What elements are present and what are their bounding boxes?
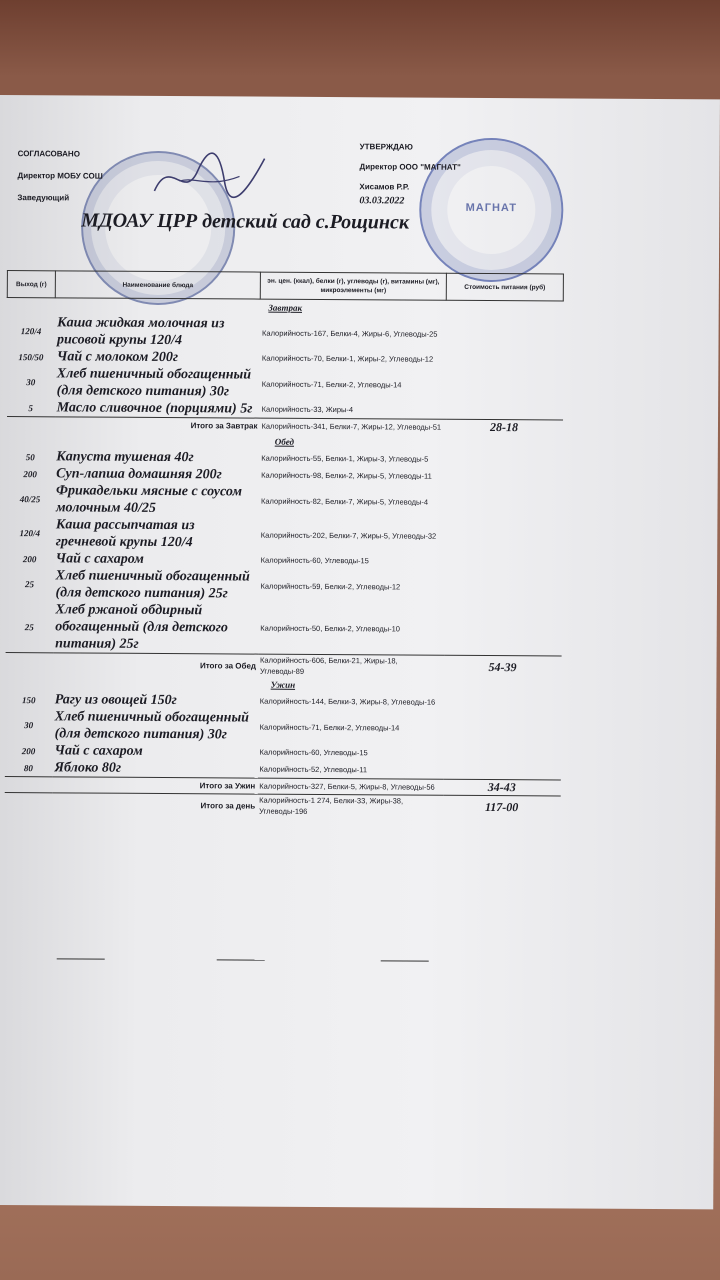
day-total-nutrition: Калорийность-1 274, Белки-33, Жиры-38, Углеводы-196 xyxy=(257,794,443,818)
dish-cost-empty xyxy=(444,604,561,656)
dish-cost-empty xyxy=(445,519,562,554)
dish-name: Суп-лапша домашняя 200г xyxy=(56,466,222,483)
dish-nutrition: Калорийность-71, Белки-2, Углеводы-14 xyxy=(259,722,400,732)
agreed-position: Директор МОБУ СОШ xyxy=(17,171,103,181)
dish-nutrition: Калорийность-70, Белки-1, Жиры-2, Углеводы-12 xyxy=(261,353,434,364)
table-header xyxy=(7,271,563,301)
dish-output: 40/25 xyxy=(19,494,41,505)
approved-position: Директор ООО "МАГНАТ" xyxy=(359,162,461,172)
meal-total-nutrition: Калорийность-606, Белки-21, Жиры-18, Углеводы-89 xyxy=(258,654,444,678)
table-row xyxy=(5,708,561,745)
dish-nutrition: Калорийность-60, Углеводы-15 xyxy=(259,747,368,758)
dish-output: 120/4 xyxy=(20,326,42,337)
dish-nutrition: Калорийность-71, Белки-2, Углеводы-14 xyxy=(261,379,402,389)
dish-output: 200 xyxy=(22,553,37,564)
day-total-row xyxy=(4,793,560,819)
approved-name: Хисамов Р.Р. xyxy=(359,182,410,192)
meal-total-label: Итого за Завтрак xyxy=(6,417,259,434)
dish-name: Каша жидкая молочная из рисовой крупы 120/4 xyxy=(56,315,225,349)
dish-name: Хлеб пшеничный обогащенный (для детского питания) 30г xyxy=(56,366,252,400)
meal-name: Ужин xyxy=(270,679,296,690)
dish-name: Чай с молоком 200г xyxy=(56,349,179,366)
dish-output: 150 xyxy=(22,694,36,705)
table-row xyxy=(6,482,562,519)
dish-nutrition: Калорийность-50, Белки-2, Углеводы-10 xyxy=(260,623,401,634)
dish-cost-empty xyxy=(444,570,561,605)
col-nutrition: эн. цен. (ккал), белки (г), углеводы (г), витамины (мг), микроэлементы (мг) xyxy=(260,272,446,300)
dish-name: Масло сливочное (порциями) 5г xyxy=(56,400,253,417)
dish-cost-empty xyxy=(443,745,560,763)
col-cost: Стоимость питания (руб) xyxy=(446,273,563,301)
dish-nutrition: Калорийность-144, Белки-3, Жиры-8, Углеводы-16 xyxy=(259,696,436,707)
approved-date: 03.03.2022 xyxy=(359,195,405,207)
dish-cost-empty xyxy=(445,553,562,571)
dish-name: Каша рассыпчатая из гречневой крупы 120/4 xyxy=(55,517,195,551)
dish-nutrition: Калорийность-55, Белки-1, Жиры-3, Углеводы-5 xyxy=(261,453,429,464)
dish-cost-empty xyxy=(445,468,562,486)
dish-nutrition: Калорийность-59, Белки-2, Углеводы-12 xyxy=(260,581,401,591)
dish-output: 120/4 xyxy=(19,528,41,539)
dish-cost-empty xyxy=(446,351,563,369)
table-row xyxy=(7,314,563,351)
dish-nutrition: Калорийность-202, Белки-7, Жиры-5, Углеводы-32 xyxy=(260,530,437,541)
signature-line xyxy=(381,960,429,961)
dish-output: 5 xyxy=(28,402,33,413)
dish-cost-empty xyxy=(446,402,563,420)
dish-name: Фрикадельки мясные с соусом молочным 40/25 xyxy=(55,483,243,516)
menu-body xyxy=(4,298,563,819)
dish-name: Хлеб пшеничный обогащенный (для детского питания) 30г xyxy=(54,709,250,743)
meal-total-row xyxy=(5,653,561,679)
dish-cost-empty xyxy=(445,451,562,469)
agreed-label: СОГЛАСОВАНО xyxy=(17,149,80,159)
dish-cost-empty xyxy=(445,485,562,520)
dish-output: 25 xyxy=(24,621,34,632)
menu-table xyxy=(4,270,564,818)
agreed-role: Заведующий xyxy=(17,193,70,203)
day-total-label: Итого за день xyxy=(4,793,257,817)
dish-cost-empty xyxy=(444,711,561,746)
signature-lines xyxy=(0,958,555,961)
dish-output: 30 xyxy=(26,377,36,388)
meal-total-cost: 28-18 xyxy=(445,419,562,435)
dish-output: 200 xyxy=(21,745,36,756)
dish-nutrition: Калорийность-82, Белки-7, Жиры-5, Углеводы-4 xyxy=(260,496,429,507)
dish-name: Чай с сахаром xyxy=(55,551,144,567)
dish-output: 25 xyxy=(24,579,35,590)
table-row xyxy=(5,601,561,656)
dish-output: 80 xyxy=(23,762,33,773)
document-title: МДОАУ ЦРР детский сад с.Рощинск xyxy=(81,209,410,234)
meal-name: Завтрак xyxy=(268,302,303,313)
signature-line xyxy=(217,959,265,960)
meal-total-nutrition: Калорийность-327, Белки-5, Жиры-8, Углеводы-56 xyxy=(257,778,443,795)
col-dish: Наименование блюда xyxy=(55,271,260,299)
col-output: Выход (г) xyxy=(7,271,55,298)
dish-name: Хлеб пшеничный обогащенный (для детского питания) 25г xyxy=(55,568,250,602)
meal-total-cost: 54-39 xyxy=(444,655,561,678)
dish-nutrition: Калорийность-98, Белки-2, Жиры-5, Углеводы-11 xyxy=(261,470,432,481)
signature xyxy=(149,146,269,207)
dish-cost-empty xyxy=(443,762,560,780)
dish-nutrition: Калорийность-167, Белки-4, Жиры-6, Углеводы-25 xyxy=(262,328,438,339)
dish-output: 150/50 xyxy=(18,351,44,362)
dish-name: Яблоко 80г xyxy=(54,760,122,776)
dish-name: Рагу из овощей 150г xyxy=(54,692,177,709)
table-row xyxy=(5,567,561,604)
dish-cost-empty xyxy=(446,368,563,403)
day-total-cost: 117-00 xyxy=(443,795,560,818)
dish-output: 30 xyxy=(24,720,34,731)
dish-name: Капуста тушеная 40г xyxy=(56,449,194,466)
dish-name: Чай с сахаром xyxy=(54,743,143,759)
dish-output: 200 xyxy=(23,468,37,479)
approved-label: УТВЕРЖДАЮ xyxy=(359,142,413,152)
dish-cost-empty xyxy=(444,694,561,712)
meal-total-label: Итого за Обед xyxy=(5,653,258,677)
meal-total-label: Итого за Ужин xyxy=(4,777,257,795)
table-row xyxy=(6,516,562,553)
dish-name: Хлеб ржаной обдирный обогащенный (для детского питания) 25г xyxy=(55,602,228,652)
dish-output: 50 xyxy=(25,451,35,462)
menu-document xyxy=(0,95,720,1209)
meal-name: Обед xyxy=(274,436,295,447)
dish-nutrition: Калорийность-60, Углеводы-15 xyxy=(260,555,369,566)
approval-left xyxy=(17,143,103,210)
table-row xyxy=(7,365,563,402)
signature-line xyxy=(57,958,105,959)
approval-right xyxy=(359,137,461,212)
dish-cost-empty xyxy=(446,317,563,352)
meal-total-cost: 34-43 xyxy=(443,779,560,796)
dish-nutrition: Калорийность-52, Углеводы-11 xyxy=(259,764,368,775)
stamp-label: МАГНАТ xyxy=(465,201,518,215)
meal-total-nutrition: Калорийность-341, Белки-7, Жиры-12, Углеводы-51 xyxy=(259,418,445,435)
dish-nutrition: Калорийность-33, Жиры-4 xyxy=(261,404,354,415)
